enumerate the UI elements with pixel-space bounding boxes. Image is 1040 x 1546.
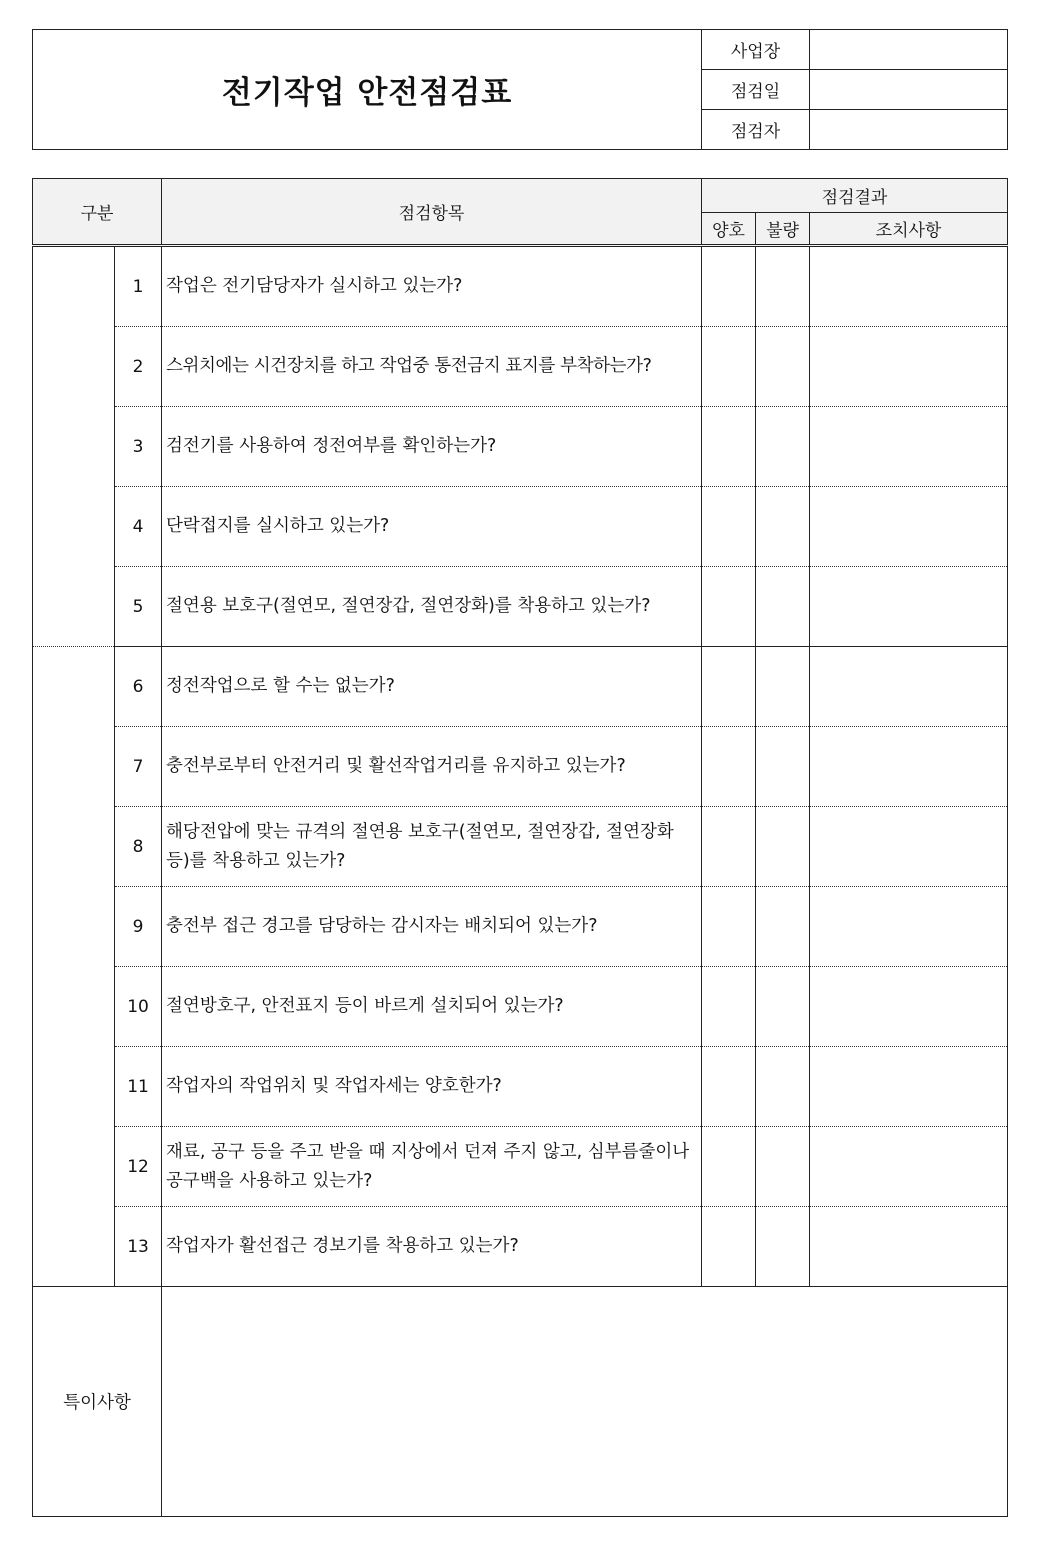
inspector-field[interactable] — [810, 110, 1008, 150]
item-number: 12 — [115, 1127, 162, 1207]
bad-check-cell[interactable] — [756, 246, 810, 327]
result-header: 점검결과 — [702, 179, 1008, 213]
header-table — [32, 29, 1008, 150]
action-cell[interactable] — [810, 1127, 1008, 1207]
item-number: 2 — [115, 327, 162, 407]
item-text: 검전기를 사용하여 정전여부를 확인하는가? — [162, 407, 702, 487]
bad-check-cell[interactable] — [756, 727, 810, 807]
workplace-field[interactable] — [810, 30, 1008, 70]
item-text: 작업자가 활선접근 경보기를 착용하고 있는가? — [162, 1207, 702, 1287]
category-cell-group-2 — [33, 647, 115, 1287]
good-check-cell[interactable] — [702, 727, 756, 807]
action-cell[interactable] — [810, 647, 1008, 727]
item-text: 해당전압에 맞는 규격의 절연용 보호구(절연모, 절연장갑, 절연장화 등)를 착용하고 있는가? — [162, 807, 702, 887]
action-cell[interactable] — [810, 487, 1008, 567]
bad-check-cell[interactable] — [756, 967, 810, 1047]
bad-check-cell[interactable] — [756, 807, 810, 887]
item-number: 7 — [115, 727, 162, 807]
item-number: 13 — [115, 1207, 162, 1287]
good-check-cell[interactable] — [702, 567, 756, 647]
category-cell-group-1 — [33, 246, 115, 647]
action-cell[interactable] — [810, 246, 1008, 327]
good-check-cell[interactable] — [702, 647, 756, 727]
item-text: 정전작업으로 할 수는 없는가? — [162, 647, 702, 727]
item-number: 8 — [115, 807, 162, 887]
workplace-label: 사업장 — [702, 30, 810, 70]
bad-check-cell[interactable] — [756, 1207, 810, 1287]
item-text: 재료, 공구 등을 주고 받을 때 지상에서 던져 주지 않고, 심부름줄이나 공구백을 사용하고 있는가? — [162, 1127, 702, 1207]
item-number: 4 — [115, 487, 162, 567]
item-text: 충전부 접근 경고를 담당하는 감시자는 배치되어 있는가? — [162, 887, 702, 967]
page-title: 전기작업 안전점검표 — [33, 30, 702, 150]
good-check-cell[interactable] — [702, 487, 756, 567]
category-header: 구분 — [33, 179, 162, 246]
item-text: 단락접지를 실시하고 있는가? — [162, 487, 702, 567]
good-check-cell[interactable] — [702, 807, 756, 887]
good-header: 양호 — [702, 213, 756, 246]
action-cell[interactable] — [810, 727, 1008, 807]
action-cell[interactable] — [810, 567, 1008, 647]
bad-header: 불량 — [756, 213, 810, 246]
good-check-cell[interactable] — [702, 887, 756, 967]
item-number: 1 — [115, 246, 162, 327]
item-number: 5 — [115, 567, 162, 647]
item-header: 점검항목 — [162, 179, 702, 246]
action-cell[interactable] — [810, 807, 1008, 887]
item-text: 절연방호구, 안전표지 등이 바르게 설치되어 있는가? — [162, 967, 702, 1047]
item-text: 작업은 전기담당자가 실시하고 있는가? — [162, 246, 702, 327]
bad-check-cell[interactable] — [756, 407, 810, 487]
bad-check-cell[interactable] — [756, 887, 810, 967]
item-text: 작업자의 작업위치 및 작업자세는 양호한가? — [162, 1047, 702, 1127]
item-text: 절연용 보호구(절연모, 절연장갑, 절연장화)를 착용하고 있는가? — [162, 567, 702, 647]
bad-check-cell[interactable] — [756, 1127, 810, 1207]
action-cell[interactable] — [810, 1207, 1008, 1287]
remarks-field[interactable] — [162, 1287, 1008, 1517]
action-cell[interactable] — [810, 327, 1008, 407]
good-check-cell[interactable] — [702, 407, 756, 487]
inspection-date-field[interactable] — [810, 70, 1008, 110]
inspector-label: 점검자 — [702, 110, 810, 150]
inspection-date-label: 점검일 — [702, 70, 810, 110]
action-header: 조치사항 — [810, 213, 1008, 246]
item-text: 충전부로부터 안전거리 및 활선작업거리를 유지하고 있는가? — [162, 727, 702, 807]
good-check-cell[interactable] — [702, 1127, 756, 1207]
remarks-label: 특이사항 — [33, 1287, 162, 1517]
item-number: 3 — [115, 407, 162, 487]
checklist-table — [32, 178, 1008, 1517]
bad-check-cell[interactable] — [756, 647, 810, 727]
good-check-cell[interactable] — [702, 967, 756, 1047]
item-number: 11 — [115, 1047, 162, 1127]
bad-check-cell[interactable] — [756, 487, 810, 567]
bad-check-cell[interactable] — [756, 567, 810, 647]
action-cell[interactable] — [810, 887, 1008, 967]
good-check-cell[interactable] — [702, 1207, 756, 1287]
good-check-cell[interactable] — [702, 246, 756, 327]
action-cell[interactable] — [810, 967, 1008, 1047]
good-check-cell[interactable] — [702, 327, 756, 407]
bad-check-cell[interactable] — [756, 1047, 810, 1127]
item-text: 스위치에는 시건장치를 하고 작업중 통전금지 표지를 부착하는가? — [162, 327, 702, 407]
item-number: 9 — [115, 887, 162, 967]
action-cell[interactable] — [810, 1047, 1008, 1127]
item-number: 10 — [115, 967, 162, 1047]
bad-check-cell[interactable] — [756, 327, 810, 407]
good-check-cell[interactable] — [702, 1047, 756, 1127]
action-cell[interactable] — [810, 407, 1008, 487]
item-number: 6 — [115, 647, 162, 727]
